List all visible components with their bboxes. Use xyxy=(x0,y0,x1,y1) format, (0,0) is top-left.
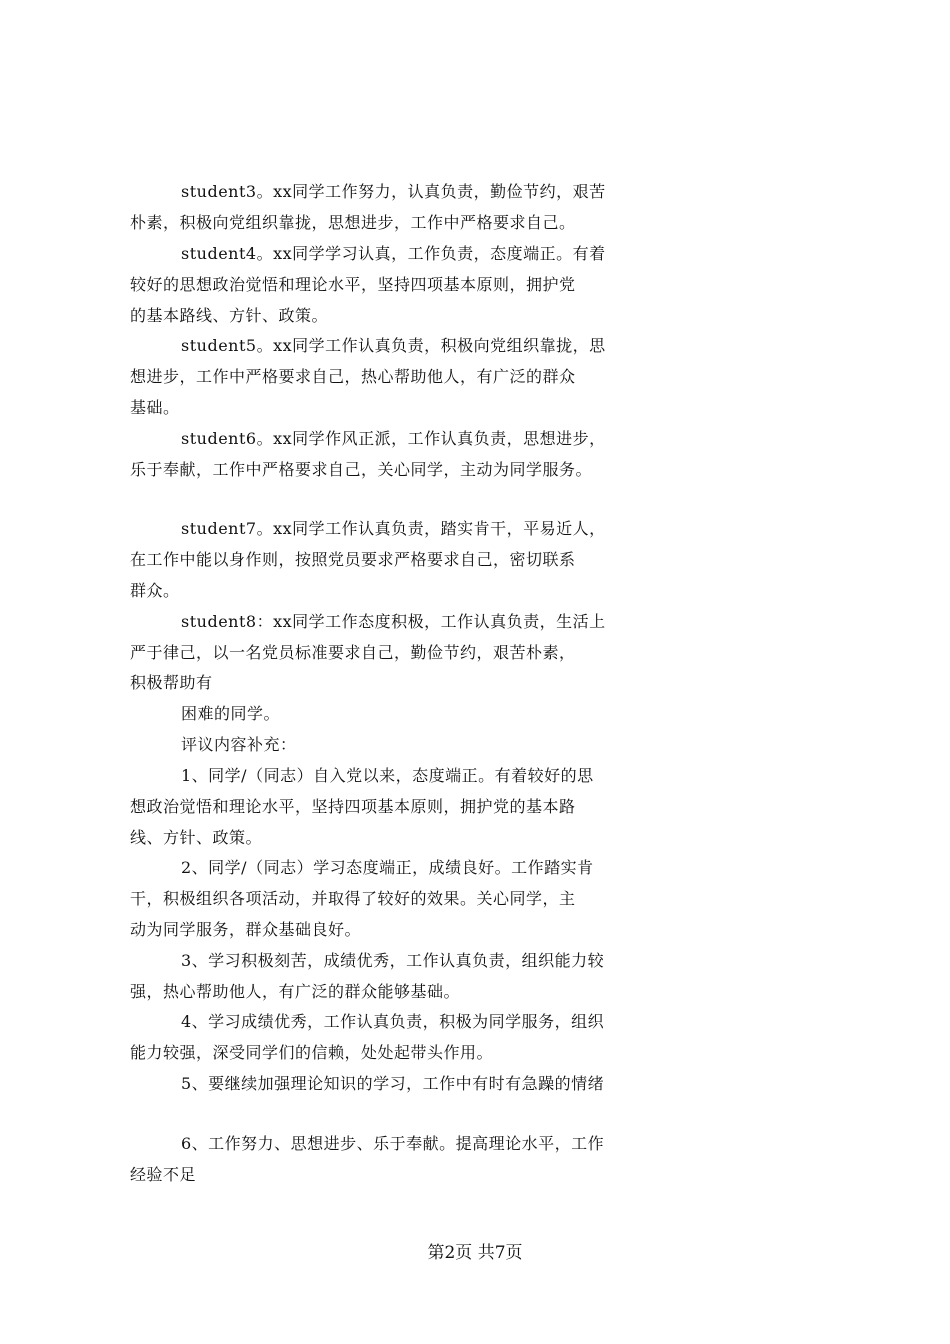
paragraph-line: 1、同学/（同志）自入党以来，态度端正。有着较好的思 xyxy=(181,766,594,785)
paragraph-line: 6、工作努力、思想进步、乐于奉献。提高理论水平，工作 xyxy=(181,1134,605,1153)
paragraph-line: 2、同学/（同志）学习态度端正，成绩良好。工作踏实肯 xyxy=(181,858,594,877)
paragraph-line: 能力较强，深受同学们的信赖，处处起带头作用。 xyxy=(130,1043,494,1062)
paragraph-line: 3、学习积极刻苦，成绩优秀，工作认真负责，组织能力较 xyxy=(181,951,605,970)
paragraph-line: 强，热心帮助他人，有广泛的群众能够基础。 xyxy=(130,982,461,1001)
paragraph-line: 动为同学服务，群众基础良好。 xyxy=(130,920,362,939)
paragraph-line: student6。xx同学作风正派，工作认真负责，思想进步， xyxy=(181,429,606,448)
paragraph-line: 乐于奉献，工作中严格要求自己，关心同学，主动为同学服务。 xyxy=(130,460,593,479)
paragraph-line: student3。xx同学工作努力，认真负责，勤俭节约，艰苦 xyxy=(181,182,606,201)
paragraph-line: 的基本路线、方针、政策。 xyxy=(130,306,329,325)
paragraph-line: 5、要继续加强理论知识的学习，工作中有时有急躁的情绪 xyxy=(181,1074,605,1093)
paragraph-line: 想进步，工作中严格要求自己，热心帮助他人，有广泛的群众 xyxy=(130,367,576,386)
section-heading: 评议内容补充： xyxy=(181,735,297,754)
paragraph-line: 困难的同学。 xyxy=(181,704,281,723)
paragraph-line: 严于律己，以一名党员标准要求自己，勤俭节约，艰苦朴素， xyxy=(130,643,576,662)
paragraph-line: 4、学习成绩优秀，工作认真负责，积极为同学服务，组织 xyxy=(181,1012,605,1031)
paragraph-line: 干，积极组织各项活动，并取得了较好的效果。关心同学，主 xyxy=(130,889,576,908)
paragraph-line: student7。xx同学工作认真负责，踏实肯干，平易近人， xyxy=(181,519,606,538)
paragraph-line: 想政治觉悟和理论水平，坚持四项基本原则，拥护党的基本路 xyxy=(130,797,576,816)
paragraph-line: 群众。 xyxy=(130,581,180,600)
paragraph-line: 朴素，积极向党组织靠拢，思想进步，工作中严格要求自己。 xyxy=(130,213,576,232)
paragraph-line: 基础。 xyxy=(130,398,180,417)
paragraph-line: 经验不足 xyxy=(130,1165,197,1184)
paragraph-line: 在工作中能以身作则，按照党员要求严格要求自己，密切联系 xyxy=(130,550,576,569)
paragraph-line: student4。xx同学学习认真，工作负责，态度端正。有着 xyxy=(181,244,606,263)
paragraph-line: 较好的思想政治觉悟和理论水平，坚持四项基本原则，拥护党 xyxy=(130,275,576,294)
page-number-footer: 第2页 共7页 xyxy=(427,1243,523,1263)
paragraph-line: 线、方针、政策。 xyxy=(130,828,263,847)
paragraph-line: 积极帮助有 xyxy=(130,673,213,692)
paragraph-line: student5。xx同学工作认真负责，积极向党组织靠拢，思 xyxy=(181,336,606,355)
paragraph-line: student8：xx同学工作态度积极，工作认真负责，生活上 xyxy=(181,612,606,631)
